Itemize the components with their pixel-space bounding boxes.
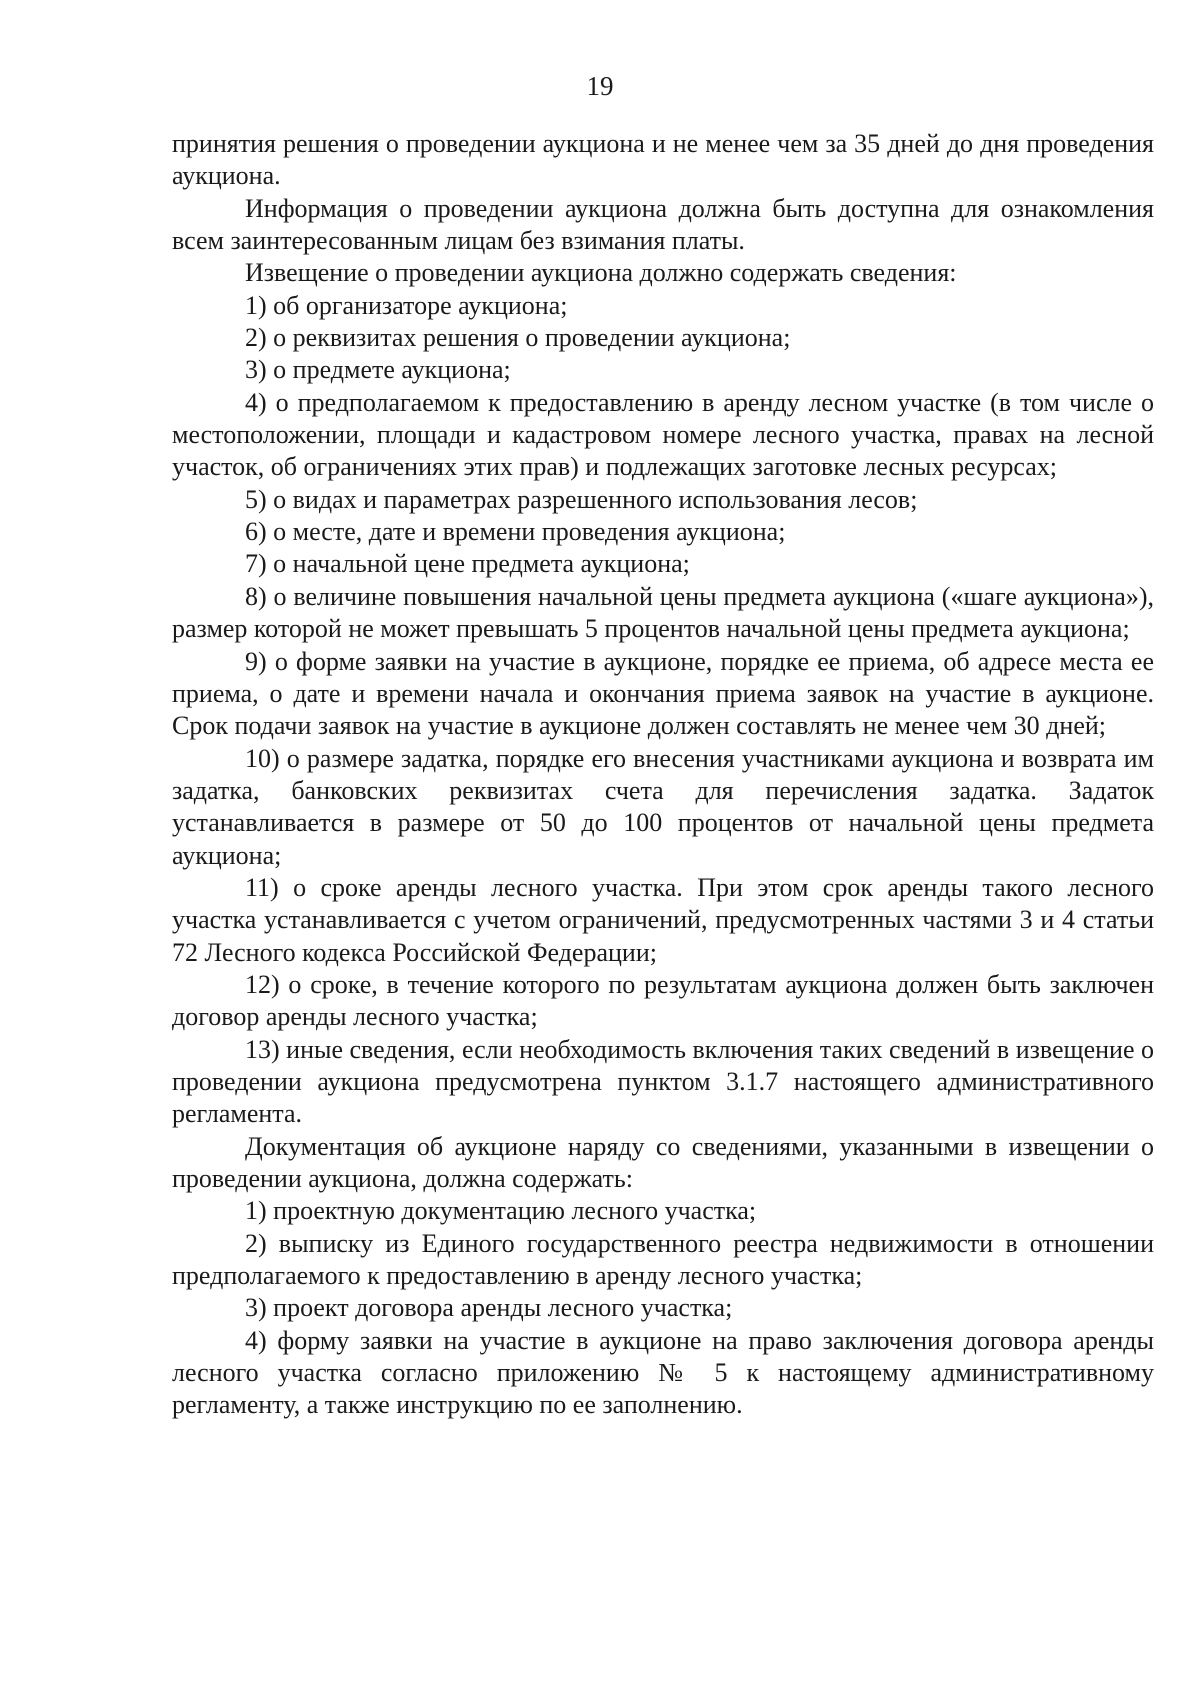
paragraph-info-availability: Информация о проведении аукциона должна быть доступна для ознакомления всем заинтересованным лицам без взимания платы. [172, 193, 1154, 256]
documentation-item-2: 2) выписку из Единого государственного реестра недвижимости в отношении предполагаемого к предоставлению в аренду лесного участка; [172, 1228, 1154, 1291]
paragraph-continuation: принятия решения о проведении аукциона и не менее чем за 35 дней до дня проведения аукциона. [172, 129, 1154, 191]
notice-item-11: 11) о сроке аренды лесного участка. При этом срок аренды такого лесного участка устанавливается с учетом ограничений, предусмотренных частями 3 и 4 статьи 72 Лесного кодекса Российской Федерации; [172, 872, 1154, 967]
paragraph-notice-intro: Извещение о проведении аукциона должно содержать сведения: [245, 258, 957, 288]
notice-item-12: 12) о сроке, в течение которого по результатам аукциона должен быть заключен договор аренды лесного участка; [172, 969, 1154, 1032]
documentation-item-4: 4) форму заявки на участие в аукционе на право заключения договора аренды лесного участка согласно приложению № 5 к настоящему административному регламенту, а также инструкцию по ее заполнению. [172, 1325, 1154, 1420]
paragraph-documentation-intro: Документация об аукционе наряду со сведениями, указанными в извещении о проведении аукциона, должна содержать: [172, 1131, 1154, 1193]
notice-item-8: 8) о величине повышения начальной цены предмета аукциона («шаге аукциона»), размер которой не может превышать 5 процентов начальной цены предмета аукциона; [172, 581, 1154, 644]
notice-item-1: 1) об организаторе аукциона; [245, 290, 568, 320]
documentation-item-1: 1) проектную документацию лесного участка; [245, 1196, 757, 1226]
document-body [172, 128, 1154, 1422]
page-number: 19 [586, 71, 614, 101]
notice-item-4: 4) о предполагаемом к предоставлению в аренду лесном участке (в том числе о местоположении, площади и кадастровом номере лесного участка, правах на лесной участок, об ограничениях этих прав) и подлежащих заготовке лесных ресурсах; [172, 387, 1154, 482]
notice-item-5: 5) о видах и параметрах разрешенного использования лесов; [245, 484, 918, 514]
notice-item-2: 2) о реквизитах решения о проведении аукциона; [245, 323, 791, 353]
notice-item-13: 13) иные сведения, если необходимость включения таких сведений в извещение о проведении аукциона предусмотрена пунктом 3.1.7 настоящего административного регламента. [172, 1034, 1154, 1129]
documentation-item-3: 3) проект договора аренды лесного участка; [245, 1293, 733, 1323]
notice-item-3: 3) о предмете аукциона; [245, 355, 511, 385]
notice-item-10: 10) о размере задатка, порядке его внесения участниками аукциона и возврата им задатка, банковских реквизитах счета для перечисления задатка. Задаток устанавливается в размере от 50 до 100 процентов от начальной цены предмета аукциона; [172, 743, 1154, 870]
notice-item-9: 9) о форме заявки на участие в аукционе, порядке ее приема, об адресе места ее приема, о дате и времени начала и окончания приема заявок на участие в аукционе. Срок подачи заявок на участие в аукционе должен составлять не менее чем 30 дней; [172, 646, 1154, 741]
notice-item-7: 7) о начальной цене предмета аукциона; [245, 549, 690, 579]
notice-item-6: 6) о месте, дате и времени проведения аукциона; [245, 517, 786, 547]
